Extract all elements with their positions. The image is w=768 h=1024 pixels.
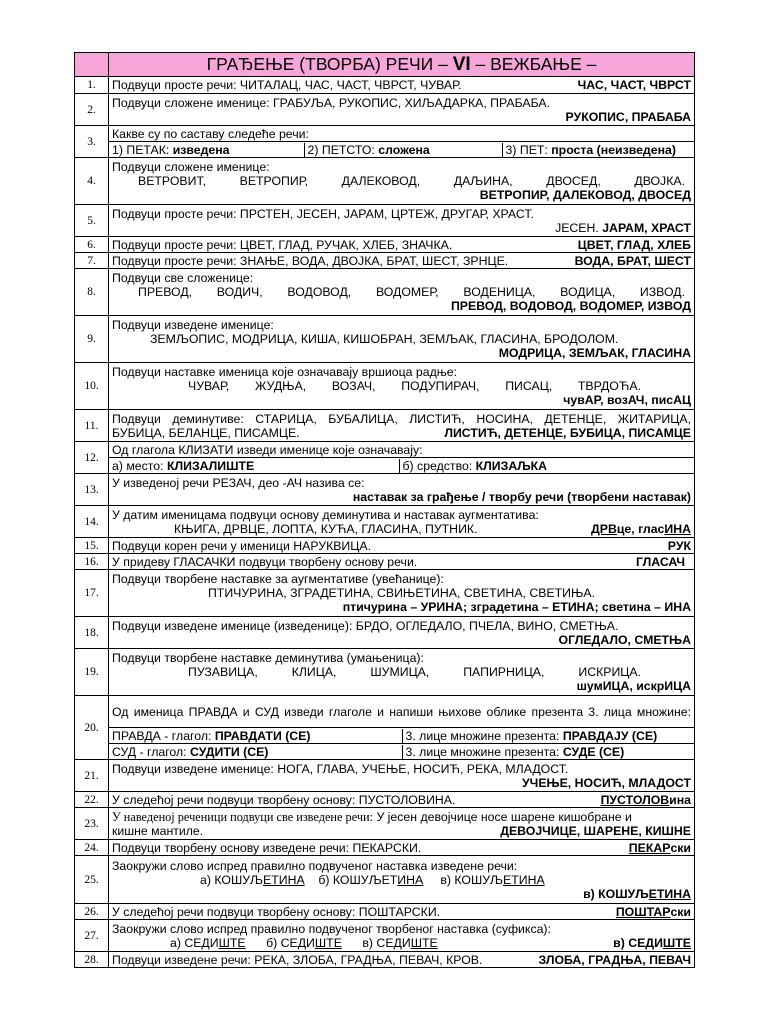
answer-suffix: ИЦА	[602, 679, 630, 693]
exercise-row-27	[75, 920, 695, 952]
exercise-number: 16.	[75, 554, 109, 570]
answer	[629, 841, 691, 855]
answer-part: ски	[670, 904, 691, 919]
question: У датим именицама подвуци основу деминутива и наставак аугментатива:	[112, 507, 539, 522]
answer: ЧАС, ЧАСТ, ЧВРСТ	[577, 78, 691, 92]
answer: МОДРИЦА, ЗЕМЉАК, ГЛАСИНА	[498, 346, 691, 360]
answer: птичурина – УРИНА; зградетина – ЕТИНА; светина – ИНА	[342, 600, 691, 614]
question: Подвуци изведене именице:	[112, 318, 274, 332]
exercise-number: 13.	[75, 474, 109, 506]
exercise-content	[109, 570, 695, 617]
exercise-row-18	[75, 617, 695, 649]
answer-cells	[109, 728, 695, 744]
answer: РУК	[667, 538, 691, 553]
option-underlined: ШТЕ	[218, 935, 246, 950]
answer: ЦВЕТ, ГЛАД, ХЛЕБ	[577, 237, 691, 252]
exercise-row-20	[75, 696, 695, 728]
exercise-row-20-line-2	[75, 744, 695, 760]
answer-suffix: ИЦА	[664, 679, 691, 693]
answer-label: 3. лице множине презента:	[405, 728, 563, 743]
option-prefix: б) КОШУЉЕТ	[318, 872, 398, 887]
answer	[112, 393, 691, 407]
exercise-number: 2.	[75, 94, 109, 126]
option-prefix: б) СЕДИ	[266, 935, 315, 950]
word-list: КЊИГА, ДРВЦЕ, ЛОПТА, КУЋА, ГЛАСИНА, ПУТНИК.	[174, 521, 478, 536]
option-a	[200, 873, 305, 887]
question: Подвуци изведене именице: НОГА, ГЛАВА, УЧЕЊЕ, НОСИЋ, РЕКА, МЛАДОСТ.	[112, 761, 569, 776]
option-underlined: ШТЕ	[410, 935, 438, 950]
exercise-row-2	[75, 94, 695, 126]
answer	[112, 887, 691, 901]
answer-part: шум	[576, 679, 603, 693]
exercise-number: 9.	[75, 316, 109, 363]
question: Подвуци сложене именице:	[112, 160, 270, 174]
exercise-content	[109, 94, 695, 126]
exercise-content	[109, 617, 695, 649]
exercise-content	[109, 760, 695, 792]
answer: РУКОПИС, ПРАБАБА	[565, 109, 691, 124]
option-underlined: ШТЕ	[314, 935, 342, 950]
exercise-number: 11.	[75, 410, 109, 442]
answer	[112, 221, 691, 235]
exercise-number: 15.	[75, 538, 109, 554]
exercise-content	[109, 410, 695, 442]
answer: ЛИСТИЋ, ДЕТЕНЦЕ, БУБИЦА, ПИСАМЦЕ	[444, 425, 691, 440]
exercise-number: 1.	[75, 77, 109, 94]
option-underlined: ЕТИНА	[263, 872, 305, 887]
title-suffix: – ВЕЖБАЊЕ –	[470, 54, 597, 74]
question: Подвуци просте речи: ЗНАЊЕ, ВОДА, ДВОЈКА, БРАТ, ШЕСТ, ЗРНЦЕ.	[112, 253, 509, 268]
exercise-row-8	[75, 269, 695, 316]
exercise-row-14	[75, 506, 695, 538]
answer-underlined: ПОШТАР	[615, 904, 671, 919]
exercise-row-12-answers	[75, 458, 695, 474]
question: Подвуци просте речи: ЦВЕТ, ГЛАД, РУЧАК, ХЛЕБ, ЗНАЧКА.	[112, 237, 453, 252]
answer	[613, 936, 691, 950]
answer-underlined: ЕТИНА	[648, 886, 691, 901]
exercise-row-28	[75, 952, 695, 968]
worksheet-table	[74, 52, 695, 968]
exercise-content	[109, 792, 695, 808]
answer-label: 3. лице множине презента:	[405, 744, 563, 759]
answer-underlined: ИНА	[664, 521, 691, 536]
exercise-content	[109, 205, 695, 237]
answer: ПРЕВОД, ВОДОВОД, ВОДОМЕР, ИЗВОД	[450, 299, 691, 313]
sentence-continued: кишне мантиле.	[112, 823, 204, 838]
present-cell	[402, 745, 694, 759]
answer-label: б) средство:	[402, 458, 476, 473]
answer	[616, 905, 691, 919]
answer: изведена	[172, 142, 230, 157]
exercise-content	[109, 808, 695, 840]
exercise-row-7	[75, 253, 695, 269]
exercise-content	[109, 920, 695, 952]
exercise-number: 24.	[75, 840, 109, 856]
exercise-number: 12.	[75, 442, 109, 474]
answer-part: , пис	[644, 393, 674, 407]
exercise-row-6	[75, 237, 695, 253]
exercise-content	[109, 237, 695, 253]
question: У наведеној реченици подвуци све изведене речи:	[112, 809, 374, 824]
option-b	[318, 873, 423, 887]
exercise-row-19	[75, 649, 695, 696]
answer-part: в) СЕДИ	[613, 935, 663, 950]
answer: ПРАВДАЈУ (СЕ)	[562, 728, 658, 743]
answer-suffix: АР	[584, 393, 601, 407]
exercise-content	[109, 904, 695, 920]
question: У придеву ГЛАСАЧКИ подвуци творбену основу речи.	[112, 554, 418, 569]
exercise-row-20-line-1	[75, 728, 695, 744]
option-c	[440, 873, 544, 887]
exercise-row-26	[75, 904, 695, 920]
exercise-content	[109, 158, 695, 205]
word-list: ЗЕМЉОПИС, МОДРИЦА, КИША, КИШОБРАН, ЗЕМЉАК, ГЛАСИНА, БРОДОЛОМ.	[150, 332, 619, 346]
options	[112, 873, 691, 887]
exercise-row-17	[75, 570, 695, 617]
answer	[591, 522, 691, 536]
answer: ДЕВОЈЧИЦЕ, ШАРЕНЕ, КИШНЕ	[500, 823, 691, 838]
verb-cell	[109, 729, 402, 743]
exercise-row-5	[75, 205, 695, 237]
answer: ВОДА, БРАТ, ШЕСТ	[574, 253, 691, 268]
question: Подвуци творбену основу изведене речи: ПЕКАРСКИ.	[112, 840, 422, 855]
exercise-row-13	[75, 474, 695, 506]
exercise-content	[109, 538, 695, 554]
exercise-content	[109, 506, 695, 538]
exercise-row-22	[75, 792, 695, 808]
answer: СУДЕ (СЕ)	[562, 744, 625, 759]
exercise-content	[109, 253, 695, 269]
exercise-row-1	[75, 77, 695, 94]
option-underlined: ИНА	[397, 872, 424, 887]
answer-cell-3	[502, 143, 694, 157]
title-empty-cell	[75, 53, 109, 77]
answer-part: , воз	[600, 393, 628, 407]
answer-underlined: ПУСТОЛОВ	[600, 792, 670, 807]
option-b	[266, 936, 342, 950]
answer-cell-1	[109, 143, 304, 157]
question: Од глагола КЛИЗАТИ изведи именице које означавају:	[109, 442, 695, 458]
word-list: ПТИЧУРИНА, ЗГРАДЕТИНА, СВИЊЕТИНА, СВЕТИНА, СВЕТИЊА.	[207, 586, 596, 600]
answer-part: ЈЕСЕН.	[555, 220, 603, 235]
option-prefix: а) СЕДИ	[170, 935, 219, 950]
exercise-content	[109, 840, 695, 856]
exercise-number: 10.	[75, 363, 109, 410]
question: Подвуци деминутиве: СТАРИЦА, БУБАЛИЦА, ЛИСТИЋ, НОСИНА, ДЕТЕНЦЕ, ЖИТАРИЦА,	[112, 411, 691, 426]
verb-cell	[109, 745, 402, 759]
exercise-content	[109, 952, 695, 968]
question: Подвуци корен речи у именици НАРУКВИЦА.	[112, 538, 371, 553]
options	[112, 936, 438, 950]
exercise-content	[109, 554, 695, 570]
worksheet-title	[109, 53, 695, 77]
answer-part: ина	[669, 792, 691, 807]
answer: ОГЛЕДАЛО, СМЕТЊА	[558, 632, 691, 647]
answer-cell-1	[109, 459, 399, 473]
answer: ПРАВДАТИ (СЕ)	[214, 728, 311, 743]
exercise-number: 28.	[75, 952, 109, 968]
exercise-number: 7.	[75, 253, 109, 269]
option-c	[362, 936, 437, 950]
exercise-row-10	[75, 363, 695, 410]
exercise-content	[109, 316, 695, 363]
answer-underlined: ДРВ	[591, 521, 617, 536]
exercise-number: 18.	[75, 617, 109, 649]
question: Какве су по саставу следеће речи:	[109, 126, 695, 142]
title-row	[75, 53, 695, 77]
answer-suffix: АЦ	[673, 393, 691, 407]
option-underlined: ЕТИНА	[503, 872, 545, 887]
exercise-number: 19.	[75, 649, 109, 696]
question: Подвуци сложене именице: ГРАБУЉА, РУКОПИС, ХИЉАДАРКА, ПРАБАБА.	[112, 95, 551, 110]
exercise-row-11	[75, 410, 695, 442]
answer: наставак за грађење / творбу речи (творбени наставак)	[352, 489, 691, 504]
word-list: ЧУВАР, ЖУДЊА, ВОЗАЧ, ПОДУПИРАЧ, ПИСАЦ, ТВРДОЋА.	[188, 379, 641, 393]
exercise-number: 8.	[75, 269, 109, 316]
exercise-content	[109, 77, 695, 94]
question: У следећој речи подвуци творбену основу: ПУСТОЛОВИНА.	[112, 792, 456, 807]
exercise-number: 6.	[75, 237, 109, 253]
question: Подвуци просте речи: ПРСТЕН, ЈЕСЕН, ЈАРАМ, ЦРТЕЖ, ДРУГАР, ХРАСТ.	[112, 206, 534, 221]
exercise-row-4	[75, 158, 695, 205]
question: Подвуци изведене речи: РЕКА, ЗЛОБА, ГРАДЊА, ПЕВАЧ, КРОВ.	[112, 952, 483, 967]
answer-part: ски	[670, 840, 691, 855]
answer-suffix: АЧ	[627, 393, 645, 407]
answer: ГЛАСАЧ	[635, 554, 685, 569]
exercise-number: 22.	[75, 792, 109, 808]
exercise-number: 25.	[75, 856, 109, 904]
answer	[112, 679, 691, 693]
exercise-content	[109, 649, 695, 696]
answer: сложена	[378, 142, 430, 157]
answer-cell-2	[304, 143, 502, 157]
exercise-number: 23.	[75, 808, 109, 840]
exercise-number: 21.	[75, 760, 109, 792]
answer: СУДИТИ (СЕ)	[190, 744, 269, 759]
word-list: ВЕТРОВИТ, ВЕТРОПИР, ДАЛЕКОВОД, ДАЉИНА, ДВОСЕД, ДВОЈКА.	[138, 174, 685, 188]
answer-label: а) место:	[112, 458, 167, 473]
exercise-number: 27.	[75, 920, 109, 952]
exercise-row-15	[75, 538, 695, 554]
exercise-number: 4.	[75, 158, 109, 205]
answer-label: ПРАВДА - глагол:	[112, 728, 215, 743]
answer: ЗЛОБА, ГРАДЊА, ПЕВАЧ	[538, 952, 691, 967]
answer-label: СУД - глагол:	[112, 744, 191, 759]
exercise-row-25	[75, 856, 695, 904]
exercise-row-23	[75, 808, 695, 840]
question: У следећој речи подвуци творбену основу: ПОШТАРСКИ.	[112, 904, 441, 919]
exercise-content	[109, 474, 695, 506]
question: Заокружи слово испред правилно подвученог наставка изведене речи:	[112, 858, 518, 873]
exercise-number: 14.	[75, 506, 109, 538]
title-text: ГРАЂЕЊЕ (ТВОРБА) РЕЧИ –	[206, 54, 453, 74]
answer-label: 3) ПЕТ:	[505, 142, 552, 157]
question-continued: БУБИЦА, БЕЛАНЦЕ, ПИСАМЦЕ.	[112, 425, 300, 440]
exercise-number: 3.	[75, 126, 109, 158]
word-list: ПУЗАВИЦА, КЛИЦА, ШУМИЦА, ПАПИРНИЦА, ИСКРИЦА.	[188, 665, 641, 679]
exercise-number: 20.	[75, 696, 109, 760]
question: Подвуци изведене именице (изведенице): БРДО, ОГЛЕДАЛО, ПЧЕЛА, ВИНО, СМЕТЊА.	[112, 618, 619, 633]
exercise-content	[109, 363, 695, 410]
answer: КЛИЗАЉКА	[475, 458, 548, 473]
answer: ВЕТРОПИР, ДАЛЕКОВОД, ДВОСЕД	[479, 188, 691, 202]
question: Подвуци просте речи: ЧИТАЛАЦ, ЧАС, ЧАСТ, ЧВРСТ, ЧУВАР.	[112, 78, 462, 92]
question: Подвуци наставке именица које означавају вршиоца радње:	[112, 365, 458, 379]
answer-label: 1) ПЕТАК:	[112, 142, 173, 157]
question: Подвуци све сложенице:	[112, 271, 254, 285]
question: Заокружи слово испред правилно подвученог творбеног наставка (суфикса):	[112, 921, 551, 936]
exercise-row-12	[75, 442, 695, 458]
answer-cells	[109, 744, 695, 760]
question-text: Од именица ПРАВДА и СУД изведи глаголе и напиши њихове облике презента 3. лица множине:	[112, 704, 691, 719]
exercise-row-24	[75, 840, 695, 856]
exercise-row-16	[75, 554, 695, 570]
answer-label: 2) ПЕТСТО:	[307, 142, 379, 157]
answer-cell-2	[399, 459, 694, 473]
answer-underlined: ШТЕ	[662, 935, 691, 950]
answer-part: ЈАРАМ, ХРАСТ	[602, 220, 691, 235]
sentence: У јесен девојчице носе шарене кишобране и	[373, 809, 632, 824]
exercise-row-9	[75, 316, 695, 363]
answer-part: в) КОШУЉ	[583, 886, 649, 901]
exercise-content	[109, 269, 695, 316]
exercise-row-21	[75, 760, 695, 792]
question: Подвуци творбене наставке деминутива (умањеница):	[112, 651, 424, 665]
exercise-number: 5.	[75, 205, 109, 237]
option-prefix: в) СЕДИ	[362, 935, 411, 950]
answer-cells	[109, 458, 695, 474]
answer-part: це, глас	[616, 521, 665, 536]
word-list: ПРЕВОД, ВОДИЧ, ВОДОВОД, ВОДОМЕР, ВОДЕНИЦА, ВОДИЦА, ИЗВОД.	[138, 285, 685, 299]
answer: проста (неизведена)	[551, 142, 676, 157]
answer: КЛИЗАЛИШТЕ	[166, 458, 255, 473]
exercise-row-3	[75, 126, 695, 142]
exercise-number: 17.	[75, 570, 109, 617]
exercise-content	[109, 856, 695, 904]
question	[109, 696, 695, 728]
option-prefix: а) КОШУЉ	[200, 872, 264, 887]
answer	[601, 793, 691, 807]
option-a	[170, 936, 246, 950]
present-cell	[402, 729, 694, 743]
answer-part: , искр	[629, 679, 665, 693]
exercise-row-3-answers	[75, 142, 695, 158]
exercise-number: 26.	[75, 904, 109, 920]
answer-cells	[109, 142, 695, 158]
question: Подвуци творбене наставке за аугментативе (увећанице):	[112, 572, 444, 586]
title-roman-number: VI	[452, 54, 471, 75]
answer-part: чув	[563, 393, 585, 407]
option-prefix: в) КОШУЉ	[440, 872, 504, 887]
question: У изведеној речи РЕЗАЧ, део -АЧ назива се:	[112, 475, 365, 490]
answer-underlined: ПЕКАР	[628, 840, 671, 855]
answer: УЧЕЊЕ, НОСИЋ, МЛАДОСТ	[522, 775, 691, 790]
